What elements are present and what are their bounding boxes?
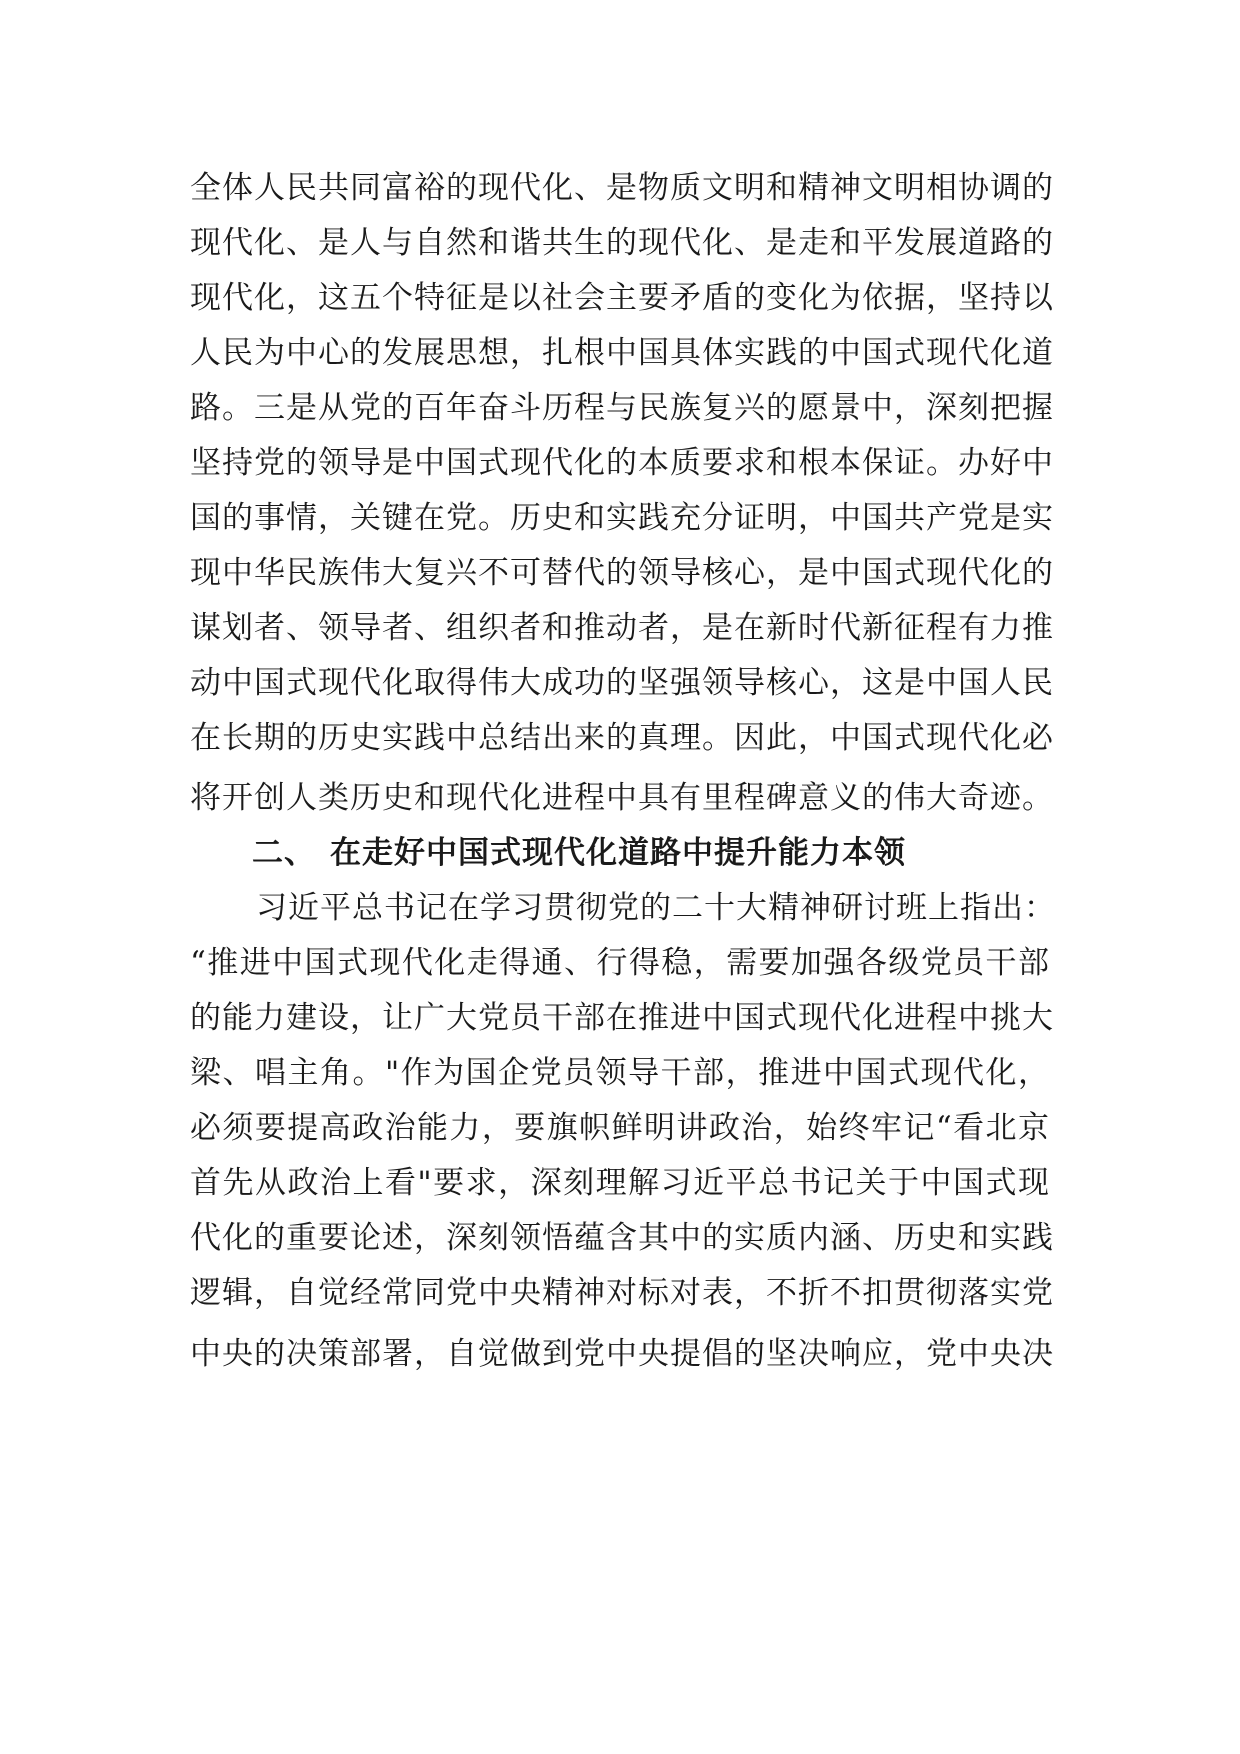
paragraph-line: 国的事情，关键在党。历史和实践充分证明，中国共产党是实 <box>190 500 1054 536</box>
paragraph-line: 现中华民族伟大复兴不可替代的领导核心，是中国式现代化的 <box>190 555 1054 591</box>
paragraph-line: 习近平总书记在学习贯彻党的二十大精神研讨班上指出： <box>256 890 1056 926</box>
paragraph-line: 代化的重要论述，深刻领悟蕴含其中的实质内涵、历史和实践 <box>190 1220 1054 1256</box>
paragraph-line: 梁、唱主角。"作为国企党员领导干部，推进中国式现代化， <box>190 1055 1050 1091</box>
paragraph-line: “推进中国式现代化走得通、行得稳，需要加强各级党员干部 <box>190 945 1050 981</box>
paragraph-line: 必须要提高政治能力，要旗帜鲜明讲政治，始终牢记“看北京 <box>190 1110 1050 1146</box>
section-number: 二、 <box>252 835 316 871</box>
paragraph-line: 首先从政治上看"要求，深刻理解习近平总书记关于中国式现 <box>190 1165 1050 1201</box>
paragraph-line: 谋划者、领导者、组织者和推动者，是在新时代新征程有力推 <box>190 610 1054 646</box>
paragraph-line: 的能力建设，让广大党员干部在推进中国式现代化进程中挑大 <box>190 1000 1054 1036</box>
section-heading <box>252 833 1052 873</box>
paragraph-line: 逻辑，自觉经常同党中央精神对标对表，不折不扣贯彻落实党 <box>190 1275 1054 1311</box>
paragraph-line: 在长期的历史实践中总结出来的真理。因此，中国式现代化必 <box>190 720 1054 756</box>
paragraph-line: 现代化、是人与自然和谐共生的现代化、是走和平发展道路的 <box>190 225 1054 261</box>
paragraph-line: 坚持党的领导是中国式现代化的本质要求和根本保证。办好中 <box>190 445 1054 481</box>
paragraph-line: 中央的决策部署，自觉做到党中央提倡的坚决响应，党中央决 <box>190 1336 1054 1372</box>
paragraph-line: 动中国式现代化取得伟大成功的坚强领导核心，这是中国人民 <box>190 665 1054 701</box>
paragraph-line: 现代化，这五个特征是以社会主要矛盾的变化为依据，坚持以 <box>190 280 1054 316</box>
paragraph-line: 全体人民共同富裕的现代化、是物质文明和精神文明相协调的 <box>190 170 1054 206</box>
paragraph-line: 将开创人类历史和现代化进程中具有里程碑意义的伟大奇迹。 <box>190 780 1054 816</box>
paragraph-line: 路。三是从党的百年奋斗历程与民族复兴的愿景中，深刻把握 <box>190 390 1054 426</box>
paragraph-line: 人民为中心的发展思想，扎根中国具体实践的中国式现代化道 <box>190 335 1054 371</box>
section-title: 在走好中国式现代化道路中提升能力本领 <box>330 835 906 871</box>
